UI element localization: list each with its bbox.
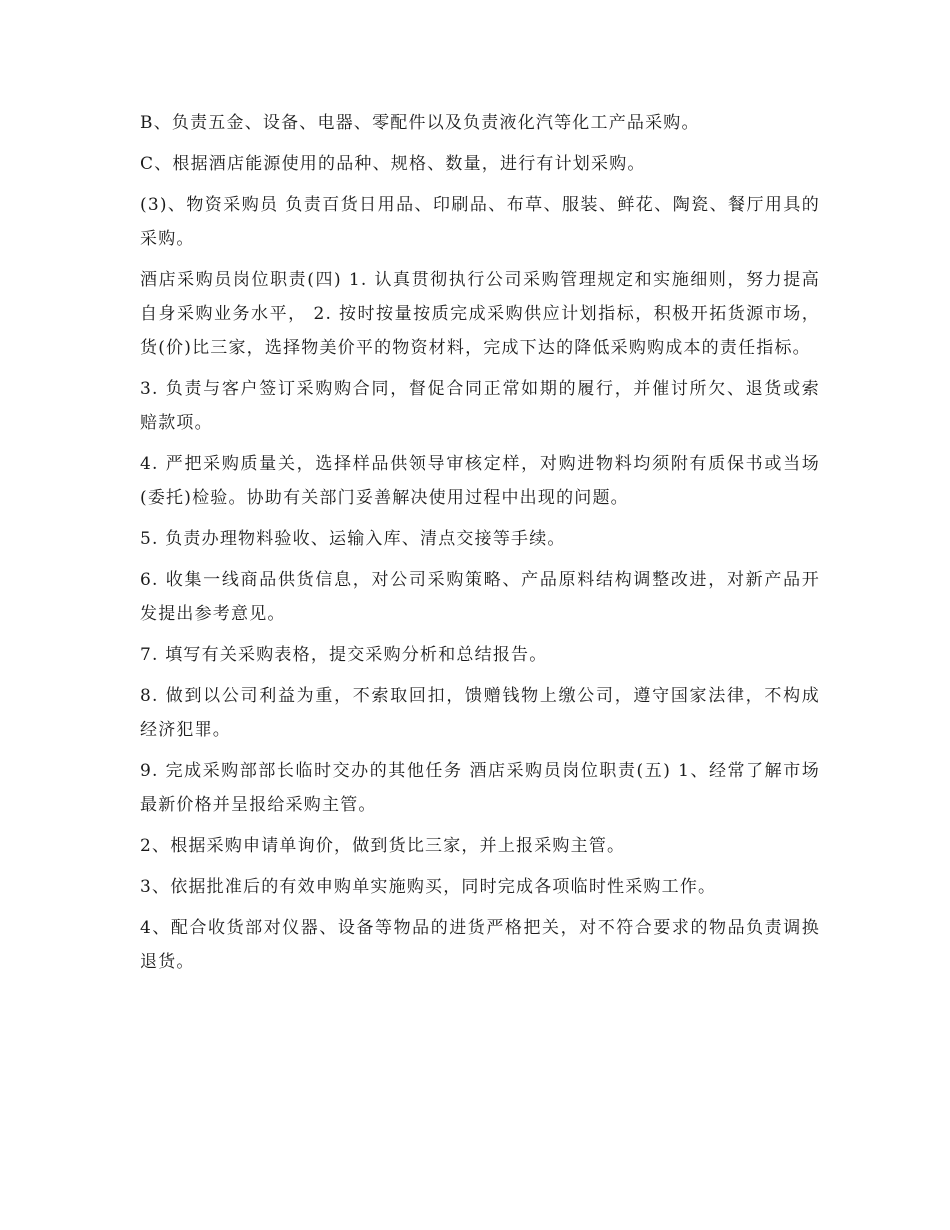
paragraph-item-4: 4. 严把采购质量关，选择样品供领导审核定样，对购进物料均须附有质保书或当场(委托)检验。协助有关部门妥善解决使用过程中出现的问题。 <box>140 454 820 508</box>
paragraph-five-item-4: 4、配合收货部对仪器、设备等物品的进货严格把关，对不符合要求的物品负责调换退货。 <box>140 918 820 972</box>
paragraph-item-8: 8. 做到以公司利益为重，不索取回扣，馈赠钱物上缴公司，遵守国家法律，不构成经济犯罪。 <box>140 686 820 740</box>
document-body <box>140 106 820 986</box>
paragraph-c-energy: C、根据酒店能源使用的品种、规格、数量，进行有计划采购。 <box>140 154 646 174</box>
paragraph-item-7: 7. 填写有关采购表格，提交采购分析和总结报告。 <box>140 645 548 665</box>
paragraph-five-item-3: 3、依据批准后的有效申购单实施购买，同时完成各项临时性采购工作。 <box>140 877 717 897</box>
paragraph-item-5: 5. 负责办理物料验收、运输入库、清点交接等手续。 <box>140 529 566 549</box>
paragraph-item-6: 6. 收集一线商品供货信息，对公司采购策略、产品原料结构调整改进，对新产品开发提出参考意见。 <box>140 570 820 624</box>
paragraph-item-3: 3. 负责与客户签订采购购合同，督促合同正常如期的履行，并催讨所欠、退货或索赔款项。 <box>140 379 820 433</box>
paragraph-b-hardware: B、负责五金、设备、电器、零配件以及负责液化汽等化工产品采购。 <box>140 113 700 133</box>
paragraph-duties-four: 酒店采购员岗位职责(四) 1. 认真贯彻执行公司采购管理规定和实施细则，努力提高自身采购业务水平， 2. 按时按量按质完成采购供应计划指标，积极开拓货源市场，货(价)比三家，选择物美价平的物资材料，完成下达的降低采购购成本的责任指标。 <box>140 270 820 358</box>
paragraph-item-9-duties-five: 9. 完成采购部部长临时交办的其他任务 酒店采购员岗位职责(五) 1、经常了解市场最新价格并呈报给采购主管。 <box>140 761 820 815</box>
paragraph-five-item-2: 2、根据采购申请单询价，做到货比三家，并上报采购主管。 <box>140 836 626 856</box>
paragraph-3-materials-buyer: (3)、物资采购员 负责百货日用品、印刷品、布草、服装、鲜花、陶瓷、餐厅用具的采购。 <box>140 195 820 249</box>
